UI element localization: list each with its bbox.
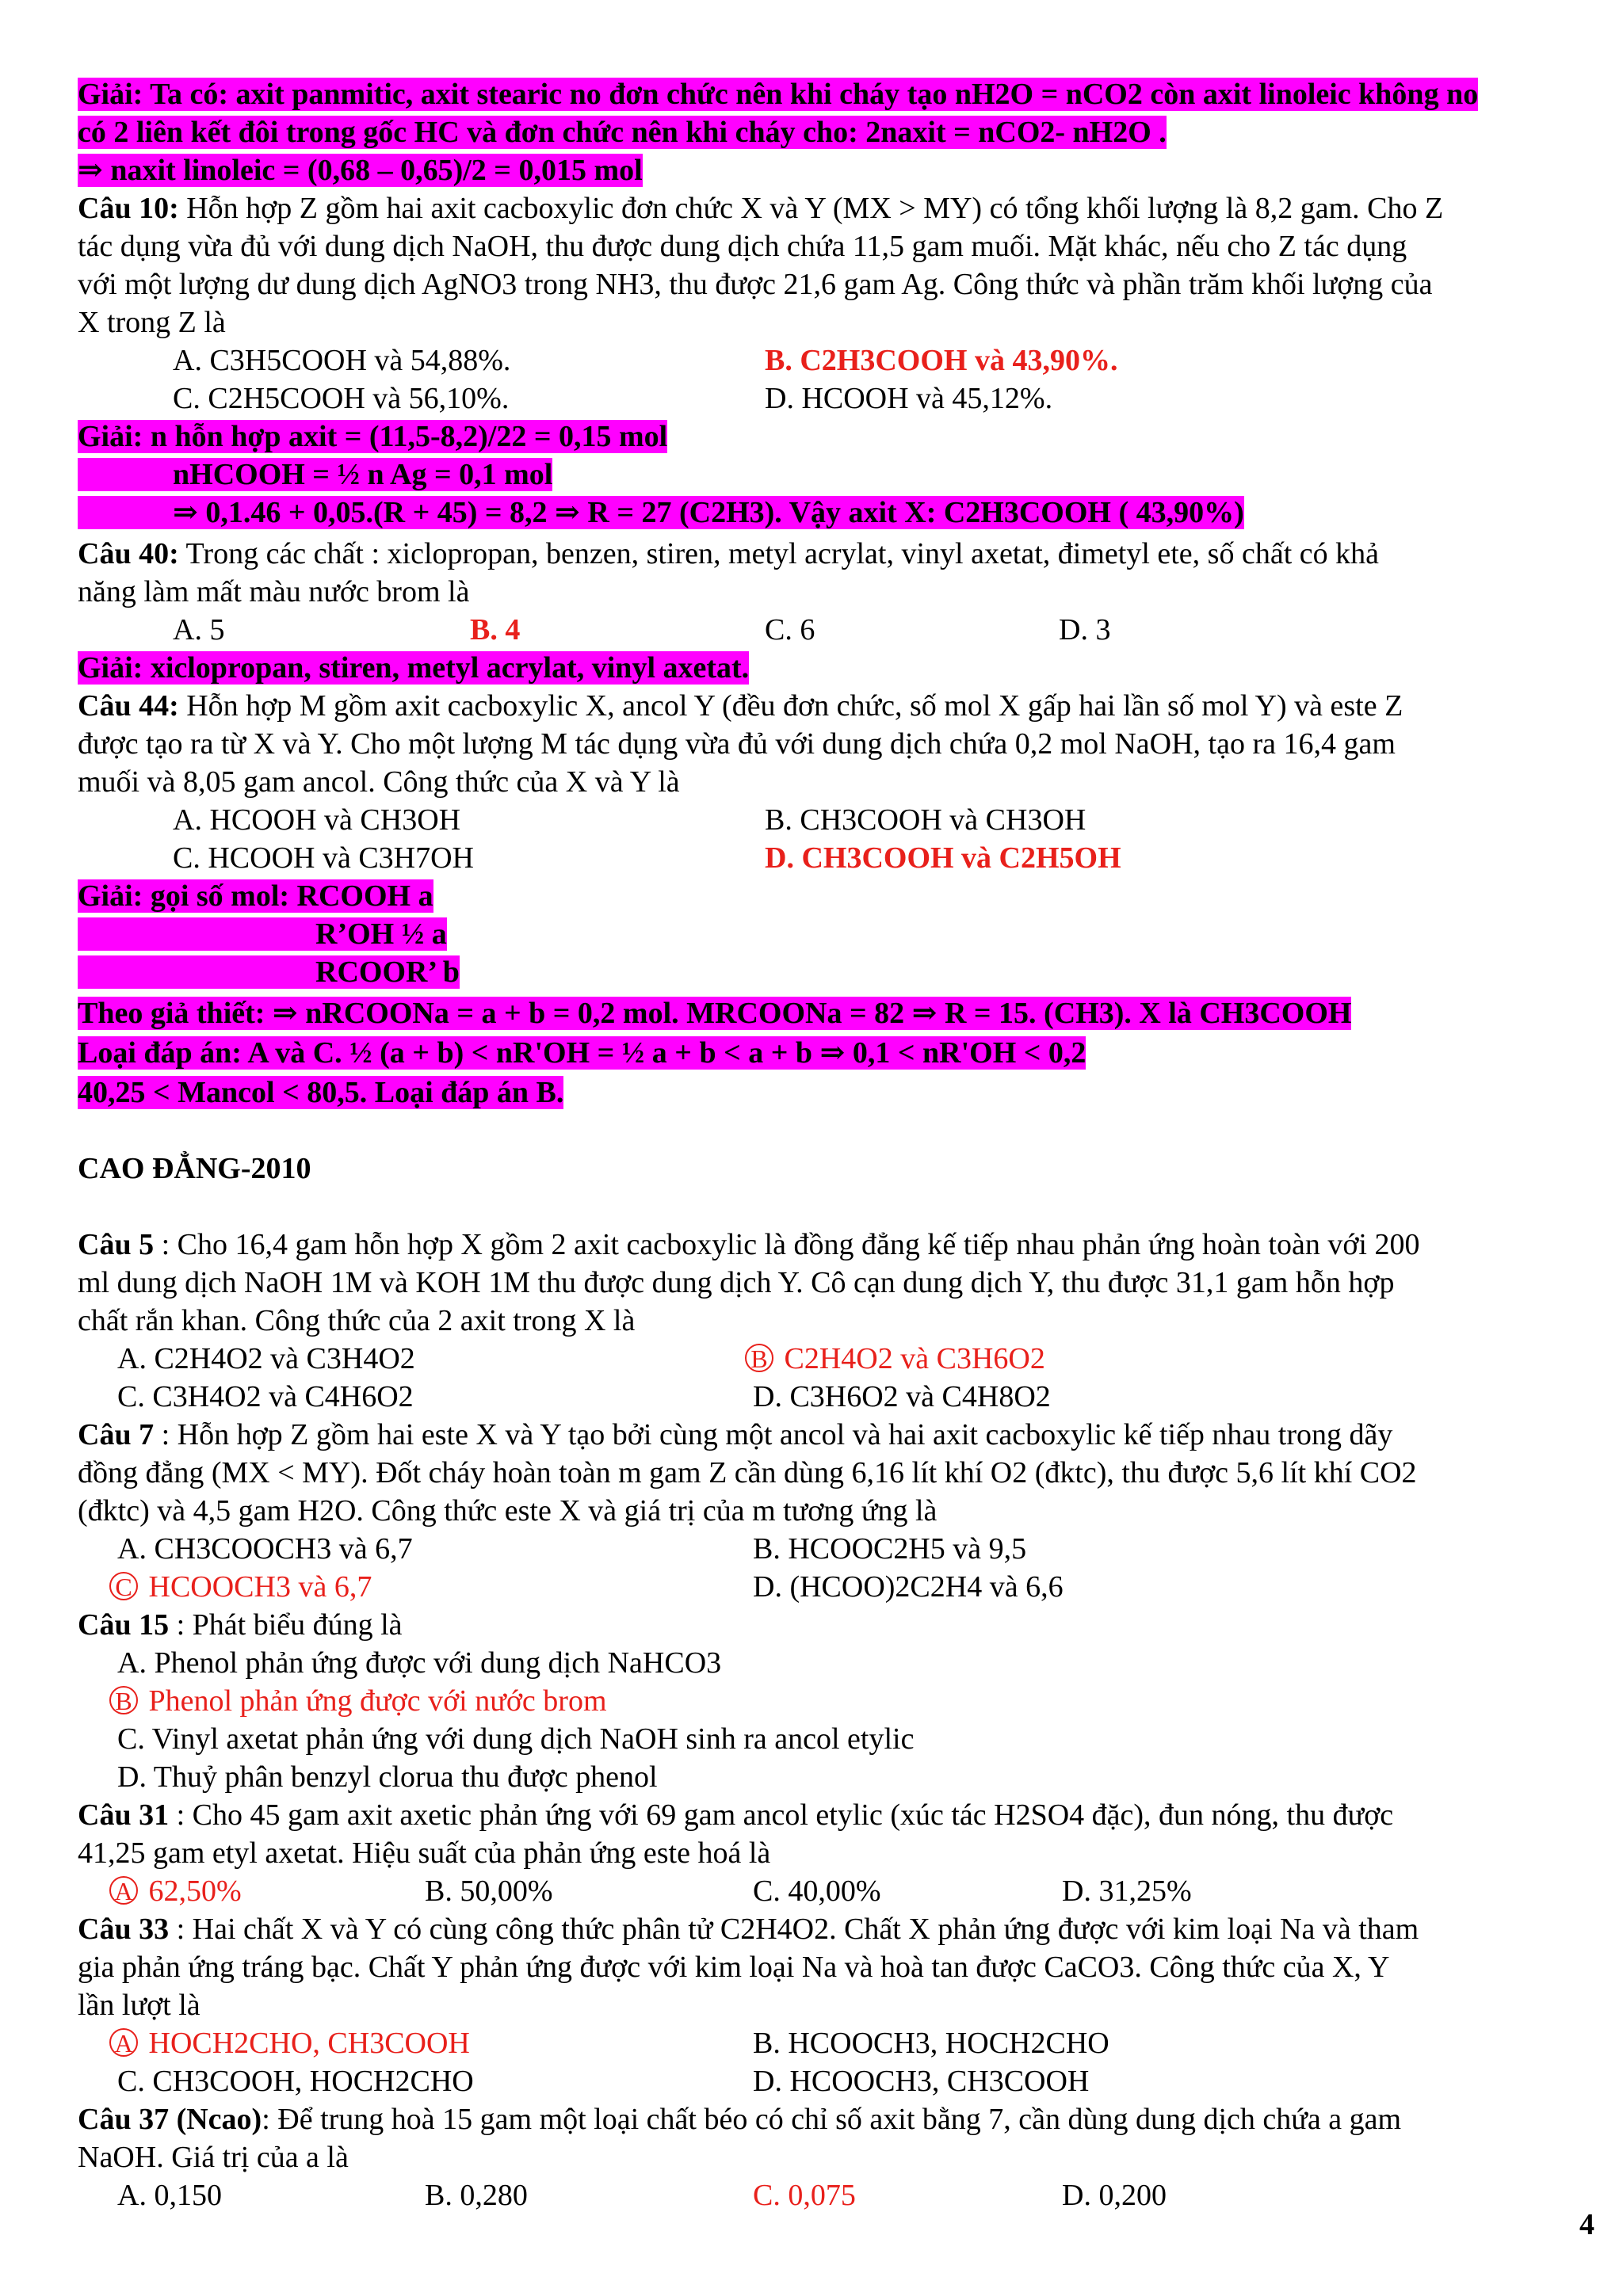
highlighted-solution: Loại đáp án: A và C. ½ (a + b) < nR'OH = ½ a + b < a + b ⇒ 0,1 < nR'OH < 0,2	[78, 1036, 1086, 1070]
option-a: A. HCOOH và CH3OH	[173, 803, 461, 837]
option-text: HOCH2CHO, CH3COOH	[141, 2027, 470, 2060]
question-text-line: tác dụng vừa đủ với dung dịch NaOH, thu được dung dịch chứa 11,5 gam muối. Mặt khác, nếu cho Z tác dụng	[78, 230, 1407, 263]
question-label: Câu 40:	[78, 537, 179, 570]
solution-line	[78, 418, 667, 455]
option-c: C. C3H4O2 và C4H6O2	[117, 1380, 414, 1413]
option-a: A. Phenol phản ứng được với dung dịch NaHCO3	[117, 1646, 722, 1680]
question-text: : Cho 45 gam axit axetic phản ứng với 69 gam ancol etylic (xúc tác H2SO4 đặc), đun nóng, thu được	[169, 1798, 1394, 1832]
question-text-line: X trong Z là	[78, 306, 226, 339]
question-text-line: 41,25 gam etyl axetat. Hiệu suất của phản ứng este hoá là	[78, 1836, 771, 1870]
highlighted-solution: Theo giả thiết: ⇒ nRCOONa = a + b = 0,2 mol. MRCOONa = 82 ⇒ R = 15. (CH3). X là CH3COOH	[78, 997, 1352, 1030]
solution-line	[78, 650, 749, 686]
option-b: B. 50,00%	[425, 1875, 553, 1908]
question-cau-7	[78, 1417, 1392, 1453]
option-d: D. 3	[1059, 613, 1111, 646]
question-label: Câu 7	[78, 1418, 155, 1451]
question-text-line: chất rắn khan. Công thức của 2 axit trong X là	[78, 1304, 636, 1337]
option-b: B. HCOOC2H5 và 9,5	[753, 1532, 1027, 1566]
option-d: D. 31,25%	[1062, 1875, 1192, 1908]
highlighted-solution: RCOOR’ b	[78, 955, 460, 989]
highlighted-solution: Giải: gọi số mol: RCOOH a	[78, 879, 433, 913]
option-text: C2H4O2 và C3H6O2	[777, 1342, 1045, 1375]
solution-line	[78, 494, 1244, 531]
question-text-line: gia phản ứng tráng bạc. Chất Y phản ứng được với kim loại Na và hoà tan được CaCO3. Công thức của X, Y	[78, 1951, 1390, 1984]
answer-circle-icon: B	[109, 1686, 138, 1714]
option-c: C. 40,00%	[753, 1875, 881, 1908]
question-label: Câu 44:	[78, 689, 179, 723]
option-a: A. C2H4O2 và C3H4O2	[117, 1342, 415, 1375]
highlighted-solution: ⇒ 0,1.46 + 0,05.(R + 45) = 8,2 ⇒ R = 27 (C2H3). Vậy axit X: C2H3COOH ( 43,90%)	[78, 496, 1244, 529]
question-label: Câu 15	[78, 1608, 170, 1642]
highlighted-solution: nHCOOH = ½ n Ag = 0,1 mol	[78, 458, 552, 491]
option-d: D. HCOOCH3, CH3COOH	[753, 2065, 1090, 2098]
highlighted-solution: ⇒ naxit linoleic = (0,68 – 0,65)/2 = 0,015 mol	[78, 154, 643, 187]
question-cau-10	[78, 190, 1443, 227]
question-text-line: được tạo ra từ X và Y. Cho một lượng M tác dụng vừa đủ với dung dịch chứa 0,2 mol NaOH, tạo ra 16,4 gam	[78, 727, 1396, 761]
solution-line	[78, 152, 643, 189]
solution-line	[78, 995, 1351, 1032]
option-a: A. 0,150	[117, 2179, 222, 2212]
option-d: D. C3H6O2 và C4H8O2	[753, 1380, 1051, 1413]
solution-line	[78, 114, 1167, 151]
question-text: Hỗn hợp M gồm axit cacboxylic X, ancol Y (đều đơn chức, số mol X gấp hai lần số mol Y) và este Z	[178, 689, 1403, 723]
answer-circle-icon: B	[745, 1344, 773, 1372]
option-d: D. 0,200	[1062, 2179, 1167, 2212]
question-text: : Cho 16,4 gam hỗn hợp X gồm 2 axit cacboxylic là đồng đẳng kế tiếp nhau phản ứng hoàn toàn với 200	[154, 1228, 1420, 1261]
option-c: C. CH3COOH, HOCH2CHO	[117, 2065, 474, 2098]
option-b-correct: B. C2H3COOH và 43,90%.	[765, 344, 1118, 377]
highlighted-solution: 40,25 < Mancol < 80,5. Loại đáp án B.	[78, 1076, 564, 1109]
question-text-line: NaOH. Giá trị của a là	[78, 2141, 349, 2174]
solution-line	[78, 1074, 563, 1111]
question-cau-33	[78, 1911, 1419, 1947]
option-c: C. HCOOH và C3H7OH	[173, 841, 474, 875]
option-c-correct: C. 0,075	[753, 2179, 856, 2212]
section-title: CAO ĐẲNG-2010	[78, 1152, 311, 1185]
question-text-line: ml dung dịch NaOH 1M và KOH 1M thu được dung dịch Y. Cô cạn dung dịch Y, thu được 31,1 gam hỗn hợp	[78, 1266, 1395, 1299]
answer-circle-icon: C	[109, 1572, 138, 1600]
question-cau-5	[78, 1226, 1419, 1263]
solution-line	[78, 456, 552, 493]
question-cau-31	[78, 1797, 1393, 1833]
document-page	[78, 76, 1545, 2263]
solution-line	[78, 76, 1478, 113]
option-d: D. HCOOH và 45,12%.	[765, 382, 1053, 415]
question-label: Câu 33	[78, 1913, 170, 1946]
highlighted-solution: R’OH ½ a	[78, 917, 447, 951]
question-cau-37	[78, 2101, 1401, 2138]
question-label: Câu 31	[78, 1798, 170, 1832]
option-d: D. Thuỷ phân benzyl clorua thu được phenol	[117, 1760, 658, 1794]
highlighted-solution: Giải: Ta có: axit panmitic, axit stearic no đơn chức nên khi cháy tạo nH2O = nCO2 còn axit linoleic không no	[78, 78, 1479, 111]
option-d-correct: D. CH3COOH và C2H5OH	[765, 841, 1121, 875]
highlighted-solution: Giải: n hỗn hợp axit = (11,5-8,2)/22 = 0,15 mol	[78, 420, 668, 453]
option-a: A. C3H5COOH và 54,88%.	[173, 344, 511, 377]
page-number: 4	[1579, 2208, 1594, 2241]
option-b: B. CH3COOH và CH3OH	[765, 803, 1086, 837]
answer-circle-icon: A	[109, 2028, 138, 2057]
question-text: : Hỗn hợp Z gồm hai este X và Y tạo bởi cùng một ancol và hai axit cacboxylic kế tiếp nhau trong dãy	[154, 1418, 1393, 1451]
question-text-line: muối và 8,05 gam ancol. Công thức của X và Y là	[78, 765, 680, 799]
option-b: B. 0,280	[425, 2179, 528, 2212]
question-label: Câu 5	[78, 1228, 155, 1261]
option-c: C. Vinyl axetat phản ứng với dung dịch NaOH sinh ra ancol etylic	[117, 1722, 915, 1756]
option-text: Phenol phản ứng được với nước brom	[141, 1684, 607, 1718]
option-b-correct	[109, 1683, 607, 1719]
option-b-correct: B. 4	[470, 613, 521, 646]
solution-line	[78, 878, 433, 914]
solution-line	[78, 916, 447, 952]
option-c: C. C2H5COOH và 56,10%.	[173, 382, 510, 415]
question-text: Hỗn hợp Z gồm hai axit cacboxylic đơn chức X và Y (MX > MY) có tổng khối lượng là 8,2 gam. Cho Z	[178, 192, 1444, 225]
option-a-correct	[109, 1873, 242, 1909]
question-text: Trong các chất : xiclopropan, benzen, stiren, metyl acrylat, vinyl axetat, đimetyl ete, số chất có khả	[178, 537, 1379, 570]
question-cau-15	[78, 1607, 403, 1643]
question-text-line: năng làm mất màu nước brom là	[78, 575, 470, 608]
option-c-correct	[109, 1569, 372, 1605]
question-label: Câu 37 (Ncao)	[78, 2103, 262, 2136]
highlighted-solution: có 2 liên kết đôi trong gốc HC và đơn chức nên khi cháy cho: 2naxit = nCO2- nH2O .	[78, 116, 1167, 149]
question-text-line: lần lượt là	[78, 1989, 200, 2022]
question-text: : Phát biểu đúng là	[169, 1608, 403, 1642]
option-a: A. 5	[173, 613, 225, 646]
question-text-line: với một lượng dư dung dịch AgNO3 trong NH3, thu được 21,6 gam Ag. Công thức và phần trăm khối lượng của	[78, 268, 1433, 301]
answer-circle-icon: A	[109, 1876, 138, 1905]
option-d: D. (HCOO)2C2H4 và 6,6	[753, 1570, 1064, 1604]
option-b-correct	[745, 1341, 1045, 1377]
question-cau-44	[78, 688, 1403, 724]
question-text: : Hai chất X và Y có cùng công thức phân tử C2H4O2. Chất X phản ứng được với kim loại Na và tham	[169, 1913, 1419, 1946]
highlighted-solution: Giải: xiclopropan, stiren, metyl acrylat, vinyl axetat.	[78, 651, 750, 685]
option-text: 62,50%	[141, 1875, 242, 1908]
question-text-line: đồng đẳng (MX < MY). Đốt cháy hoàn toàn m gam Z cần dùng 6,16 lít khí O2 (đktc), thu được 5,6 lít khí CO2	[78, 1456, 1417, 1489]
question-cau-40	[78, 536, 1379, 572]
option-a: A. CH3COOCH3 và 6,7	[117, 1532, 413, 1566]
question-label: Câu 10:	[78, 192, 179, 225]
solution-line	[78, 954, 460, 990]
option-a-correct	[109, 2025, 470, 2061]
solution-line	[78, 1035, 1086, 1071]
question-text: : Để trung hoà 15 gam một loại chất béo có chỉ số axit bằng 7, cần dùng dung dịch chứa a gam	[262, 2103, 1402, 2136]
question-text-line: (đktc) và 4,5 gam H2O. Công thức este X và giá trị của m tương ứng là	[78, 1494, 938, 1527]
option-text: HCOOCH3 và 6,7	[141, 1570, 372, 1604]
option-b: B. HCOOCH3, HOCH2CHO	[753, 2027, 1109, 2060]
option-c: C. 6	[765, 613, 815, 646]
